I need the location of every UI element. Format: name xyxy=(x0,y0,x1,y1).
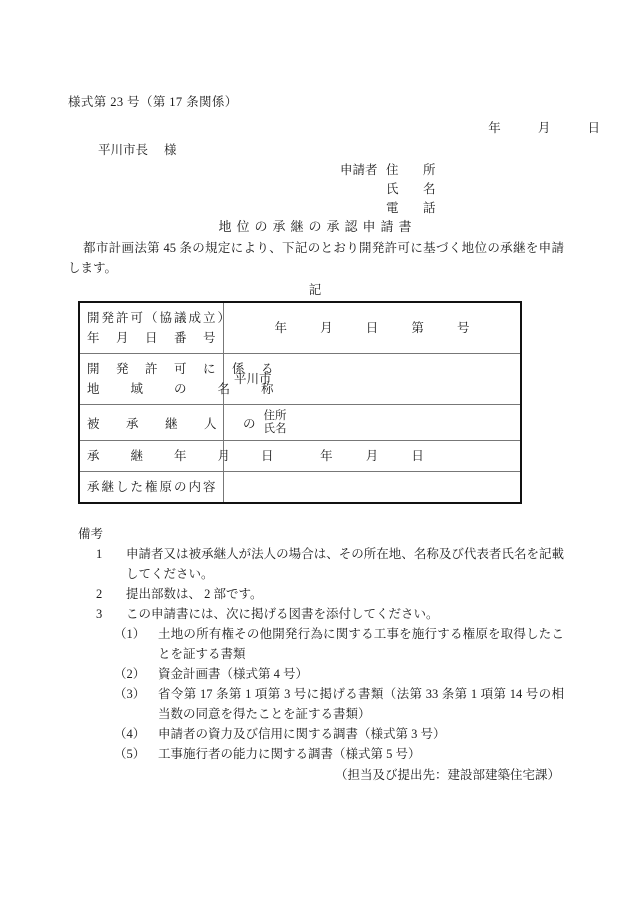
remarks-section xyxy=(78,524,564,785)
date-month-label: 月 xyxy=(537,121,551,135)
remark-sub-text: 申請者の資力及び信用に関する調書（様式第 3 号） xyxy=(158,727,446,741)
permit-year-label: 年 xyxy=(274,321,287,335)
applicant-label: 申請者 xyxy=(340,163,378,177)
permit-number-prefix-label: 第 xyxy=(411,321,424,335)
footer-note: （担当及び提出先：建設部建築住宅課） xyxy=(334,768,560,782)
date-line xyxy=(488,118,600,136)
permit-number-suffix-label: 号 xyxy=(457,321,470,335)
date-year-label: 年 xyxy=(488,121,501,135)
predecessor-label-prefix: 被 承 継 人 の xyxy=(87,416,263,431)
addressee-honorific: 様 xyxy=(164,143,177,157)
predecessor-address-label: 住所 xyxy=(263,409,287,422)
area-label-line-2: 地 域 の 名 称 xyxy=(87,382,276,396)
intro-paragraph: 都市計画法第 45 条の規定により、下記のとおり開発許可に基づく地位の承継を申請します。 xyxy=(68,241,564,275)
predecessor-name-label: 氏名 xyxy=(263,422,287,435)
applicant-name-label: 氏 名 xyxy=(386,182,442,196)
area-name-value: 平川市 xyxy=(234,372,272,386)
document-title: 地位の承継の承認申請書 xyxy=(218,219,417,234)
permit-month-label: 月 xyxy=(320,321,333,335)
remark-item xyxy=(96,604,564,624)
remark-text: この申請書には、次に掲げる図書を添付してください。 xyxy=(126,607,439,621)
applicant-address-label: 住 所 xyxy=(386,163,442,177)
remark-number: 2 xyxy=(96,587,103,601)
predecessor-label-cell xyxy=(79,405,287,441)
succession-year-label: 年 xyxy=(320,449,333,463)
permit-label-line-2: 年 月 日 番 号 xyxy=(87,331,218,345)
remark-sub-number: （1） xyxy=(114,627,146,641)
remark-sub-number: （2） xyxy=(114,667,146,681)
addressee-name: 平川市長 xyxy=(98,143,149,157)
remark-sub-text: 工事施行者の能力に関する調書（様式第 5 号） xyxy=(158,747,421,761)
table-row xyxy=(79,354,521,405)
area-label-line-1: 開 発 許 可 に 係 る xyxy=(87,362,276,376)
form-code: 様式第 23 号（第 17 条関係） xyxy=(68,95,238,109)
table-row xyxy=(79,472,521,504)
applicant-block xyxy=(340,160,442,217)
remark-sub-text: 資金計画書（様式第 4 号） xyxy=(158,667,309,681)
succession-date-label-cell xyxy=(79,441,276,472)
applicant-phone-row xyxy=(340,198,442,217)
remark-sub-number: （3） xyxy=(114,687,146,701)
remark-item xyxy=(96,544,564,584)
remark-sub-number: （4） xyxy=(114,727,146,741)
remark-number: 1 xyxy=(96,547,103,561)
remark-text: 提出部数は、 2 部です。 xyxy=(126,587,263,601)
remark-sub-number: （5） xyxy=(114,747,146,761)
remark-sub-item xyxy=(114,744,564,764)
remark-sub-text: 土地の所有権その他開発行為に関する工事を施行する権原を取得したことを証する書類 xyxy=(158,627,564,661)
remark-item xyxy=(96,584,564,604)
remark-sub-item xyxy=(114,684,564,724)
permit-date-number-label-cell xyxy=(79,302,233,354)
table-row xyxy=(79,441,521,472)
table-row xyxy=(79,302,521,354)
applicant-address-row xyxy=(340,160,442,179)
ki-mark: 記 xyxy=(308,283,322,297)
remarks-title: 備考 xyxy=(78,527,104,541)
succession-right-label: 承継した権原の内容 xyxy=(87,480,218,494)
remark-sub-item xyxy=(114,724,564,744)
remark-sub-item xyxy=(114,664,564,684)
applicant-name-row xyxy=(340,179,442,198)
succession-right-value-cell[interactable] xyxy=(224,472,522,504)
remark-text: 申請者又は被承継人が法人の場合は、その所在地、名称及び代表者氏名を記載してください。 xyxy=(126,547,564,581)
succession-right-label-cell xyxy=(79,472,224,504)
succession-month-label: 月 xyxy=(365,449,379,463)
permit-label-line-1: 開発許可（協議成立） xyxy=(87,311,233,325)
succession-date-label: 承 継 年 月 日 xyxy=(87,449,276,463)
application-table xyxy=(78,301,522,504)
permit-day-label: 日 xyxy=(365,321,379,335)
remark-sub-text: 省令第 17 条第 1 項第 3 号に掲げる書類（法第 33 条第 1 項第 14 号の相当数の同意を得たことを証する書類） xyxy=(158,687,564,721)
table-row xyxy=(79,405,521,441)
permit-date-number-value-cell[interactable] xyxy=(224,302,522,354)
addressee xyxy=(98,140,177,158)
succession-day-label: 日 xyxy=(411,449,424,463)
applicant-phone-label: 電 話 xyxy=(386,201,442,215)
date-day-label: 日 xyxy=(587,121,600,135)
remark-sub-item xyxy=(114,624,564,664)
succession-right-value xyxy=(224,483,520,491)
remark-number: 3 xyxy=(96,607,103,621)
